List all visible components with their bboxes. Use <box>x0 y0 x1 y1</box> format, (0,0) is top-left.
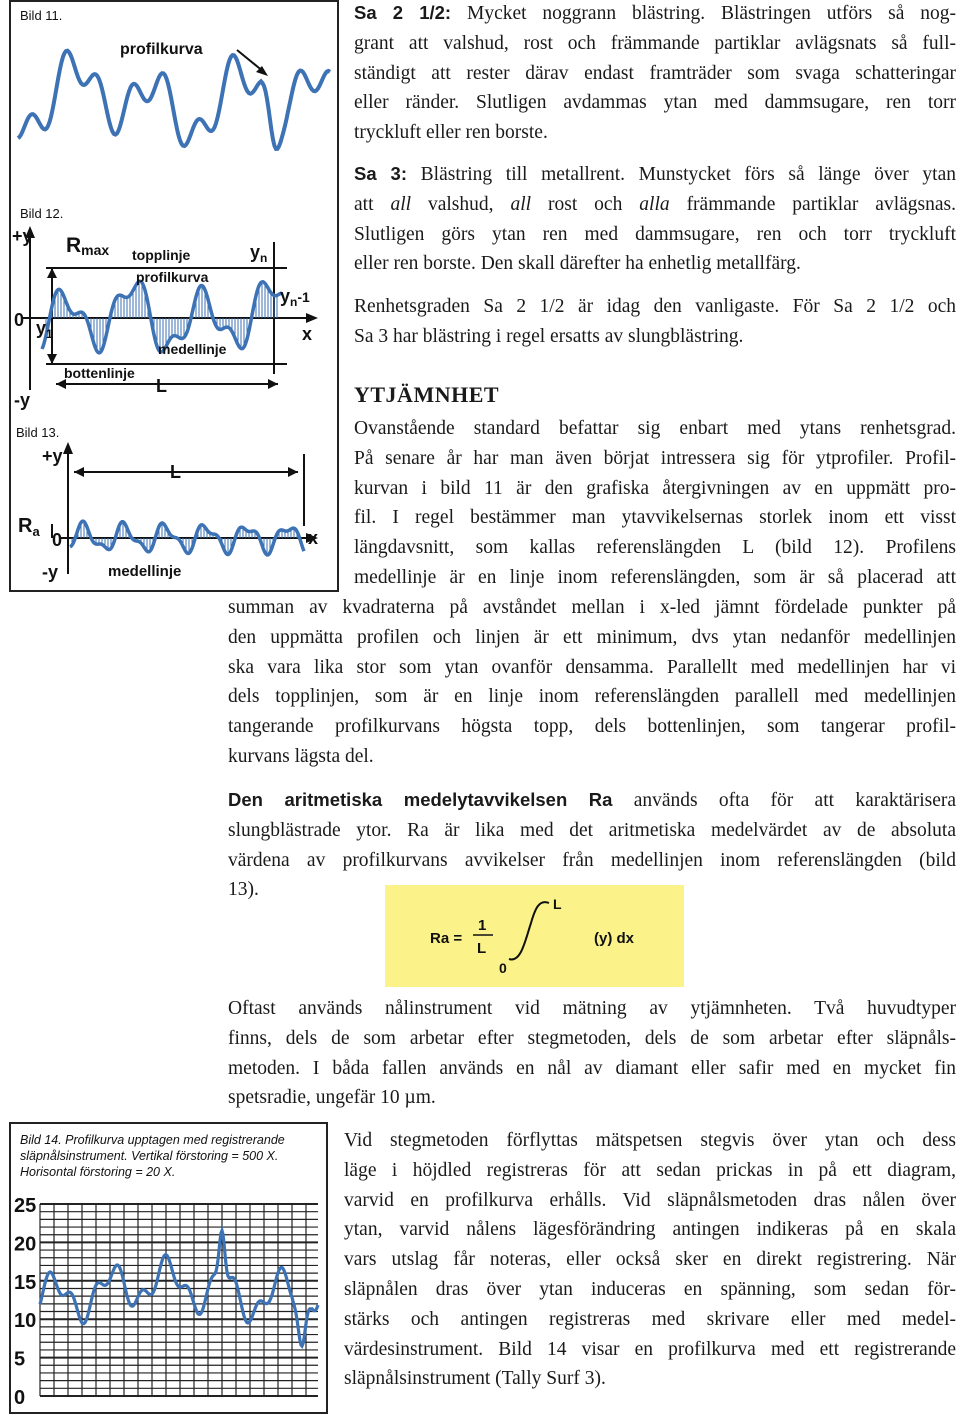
svg-text:-y: -y <box>14 390 31 410</box>
fig14-caption: Bild 14. Profilkurva upptagen med registrerande släpnålsinstrument. Vertikal förstoring = 500 X. Horisontal förstoring = 20 X. <box>20 1133 285 1179</box>
svg-text:x: x <box>308 528 319 548</box>
svg-text:0: 0 <box>499 960 507 976</box>
fig14-y-tick: 20 <box>14 1233 37 1256</box>
svg-text:y1: $y_1$ <box>36 318 53 341</box>
fig14-y-tick: 5 <box>14 1348 26 1371</box>
svg-text:0: 0 <box>52 530 63 550</box>
fig14-y-tick: 10 <box>14 1310 37 1333</box>
svg-text:L: L <box>156 376 167 396</box>
fig13-diagram <box>12 440 336 588</box>
steg-paragraph: Vid stegmetoden förflyttas mätspetsen stegvis över ytan och dess läge i höjdled registreras för att sedan prickas in på ett diagram, varvid en profilkurva erhålls. Vid släpnålsmetoden dras nålen över ytan, varvid nålens lägesförändring antingen indikeras på en skala vars utslag får noteras, eller också sker en direkt registrering. När släpnålen dras över ytan induceras en spänning, som sedan för- stärks och antingen registreras med skrivare eller med medel- värdesinstrument. Bild 14 visar en profilkurva med ett registrerande släpnålsinstrument (Tally Surf 3). <box>344 1130 956 1390</box>
fig12-diagram <box>12 222 336 414</box>
svg-text:profilkurva: profilkurva <box>136 269 209 285</box>
fig14-y-tick: 25 <box>14 1195 37 1217</box>
svg-text:topplinje: topplinje <box>132 247 191 263</box>
svg-text:L: L <box>170 462 181 482</box>
fig14-chart <box>12 1190 324 1410</box>
fig13-label: Bild 13. <box>16 425 60 440</box>
fig11-label: Bild 11. <box>20 8 63 23</box>
ra-formula-box <box>385 885 684 987</box>
fig14-y-tick: 15 <box>14 1271 37 1294</box>
svg-text:Rmax: Rmax <box>66 234 110 258</box>
svg-text:medellinje: medellinje <box>108 563 182 580</box>
svg-text:yn-1: $y_n^{-1}$ <box>280 286 310 309</box>
fig14-y-tick: 0 <box>14 1387 26 1409</box>
svg-text:Ra: $R_a$ <box>18 515 40 539</box>
svg-text:(y) dx: (y) dx <box>594 930 635 947</box>
ra-paragraph: Den aritmetiska medelytavvikelsen Ra används ofta för att karaktärisera slungblästrade ytor. Ra är lika med det aritmetiska medelvärdet av de absoluta värdena av profilkurvans avvikelser från medellinjen inom referenslängden (bild 13). <box>228 789 957 901</box>
svg-text:+y: +y <box>12 226 33 246</box>
fig11-curve-label: profilkurva <box>120 41 203 58</box>
fig12-label: Bild 12. <box>20 206 64 221</box>
svg-text:L: L <box>477 940 487 957</box>
svg-text:medellinje: medellinje <box>158 341 227 357</box>
fig11-profile-curve <box>18 51 330 149</box>
renhet-paragraph: Renhetsgraden Sa 2 1/2 är idag den vanligaste. För Sa 2 1/2 och Sa 3 har blästring i regel ersatts av slungblästring. <box>354 296 956 347</box>
svg-text:L: L <box>553 896 562 912</box>
svg-text:+y: +y <box>42 446 63 466</box>
svg-text:1: 1 <box>478 917 487 934</box>
section-heading-ytjamnhet: YTJÄMNHET <box>354 382 500 407</box>
ra-formula <box>385 885 684 987</box>
svg-text:yn: $y_n$ <box>250 242 268 265</box>
integral-sign <box>509 902 549 959</box>
svg-text:bottenlinje: bottenlinje <box>64 365 135 381</box>
fig11-profile-chart <box>12 20 336 180</box>
sa212-paragraph: Sa 2 1/2: Mycket noggrann blästring. Blästringen utförs så nog- grant att valshud, rost och främmande partiklar avlägsnats så full- ständigt att rester därav endast framträder som svaga schatteringar eller ränder. Slutligen avdammas ytan med dammsugare, ren torr tryckluft eller ren borste. <box>354 2 956 144</box>
instrument-paragraph: Oftast används nålinstrument vid mätning av ytjämnheten. Två huvudtyper finns, dels de som arbetar efter stegmetoden, dels de som arbetar efter släpnåls- metoden. I båda fallen används en nål av diamant eller safir med en mycket fin spetsradie, ungefär 10 µm. <box>228 998 956 1109</box>
ytjamnhet-paragraph-wide: summan av kvadraterna på avståndet mellan i x-led jämnt fördelade punkter på den uppmätta profilen och linjen är ett minimum, dvs ytan nedanför medellinjen ska vara lika stor som ytan ovanför densamma. Parallellt med medellinjen har vi dels topplinjen, som är en linje inom referenslängden parallell med medellinjen tangerande profilkurvans högsta topp, dels bottenlinjen, som tangerar profil- kurvans lägsta del. <box>228 597 956 767</box>
sa3-paragraph: Sa 3: Blästring till metallrent. Munstycket förs så länge över ytan att all valshud, all rost och alla främmande partiklar avlägsnas. Slutligen görs ytan ren med dammsugare, ren och torr tryckluft eller ren borste. Den skall därefter ha enhetlig metallfärg. <box>354 163 957 275</box>
svg-text:-y: -y <box>42 562 59 582</box>
svg-text:0: 0 <box>14 310 25 330</box>
svg-text:x: x <box>302 324 313 344</box>
ytjamnhet-paragraph-narrow: Ovanstående standard befattar sig enbart med ytans renhetsgrad. På senare år har man även börjat intressera sig för ytprofiler. Profil- kurvan i bild 11 är den grafiska återgivningen av en uppmätt pro- fil. I regel bestämmer man ytavvikelsernas storlek inom ett visst längdavsnitt, som kallas referenslängden L (bild 12). Profilens medellinje är en linje inom referenslängden, som är så placerad att <box>354 418 956 588</box>
svg-text:Ra =: Ra = <box>430 930 463 947</box>
